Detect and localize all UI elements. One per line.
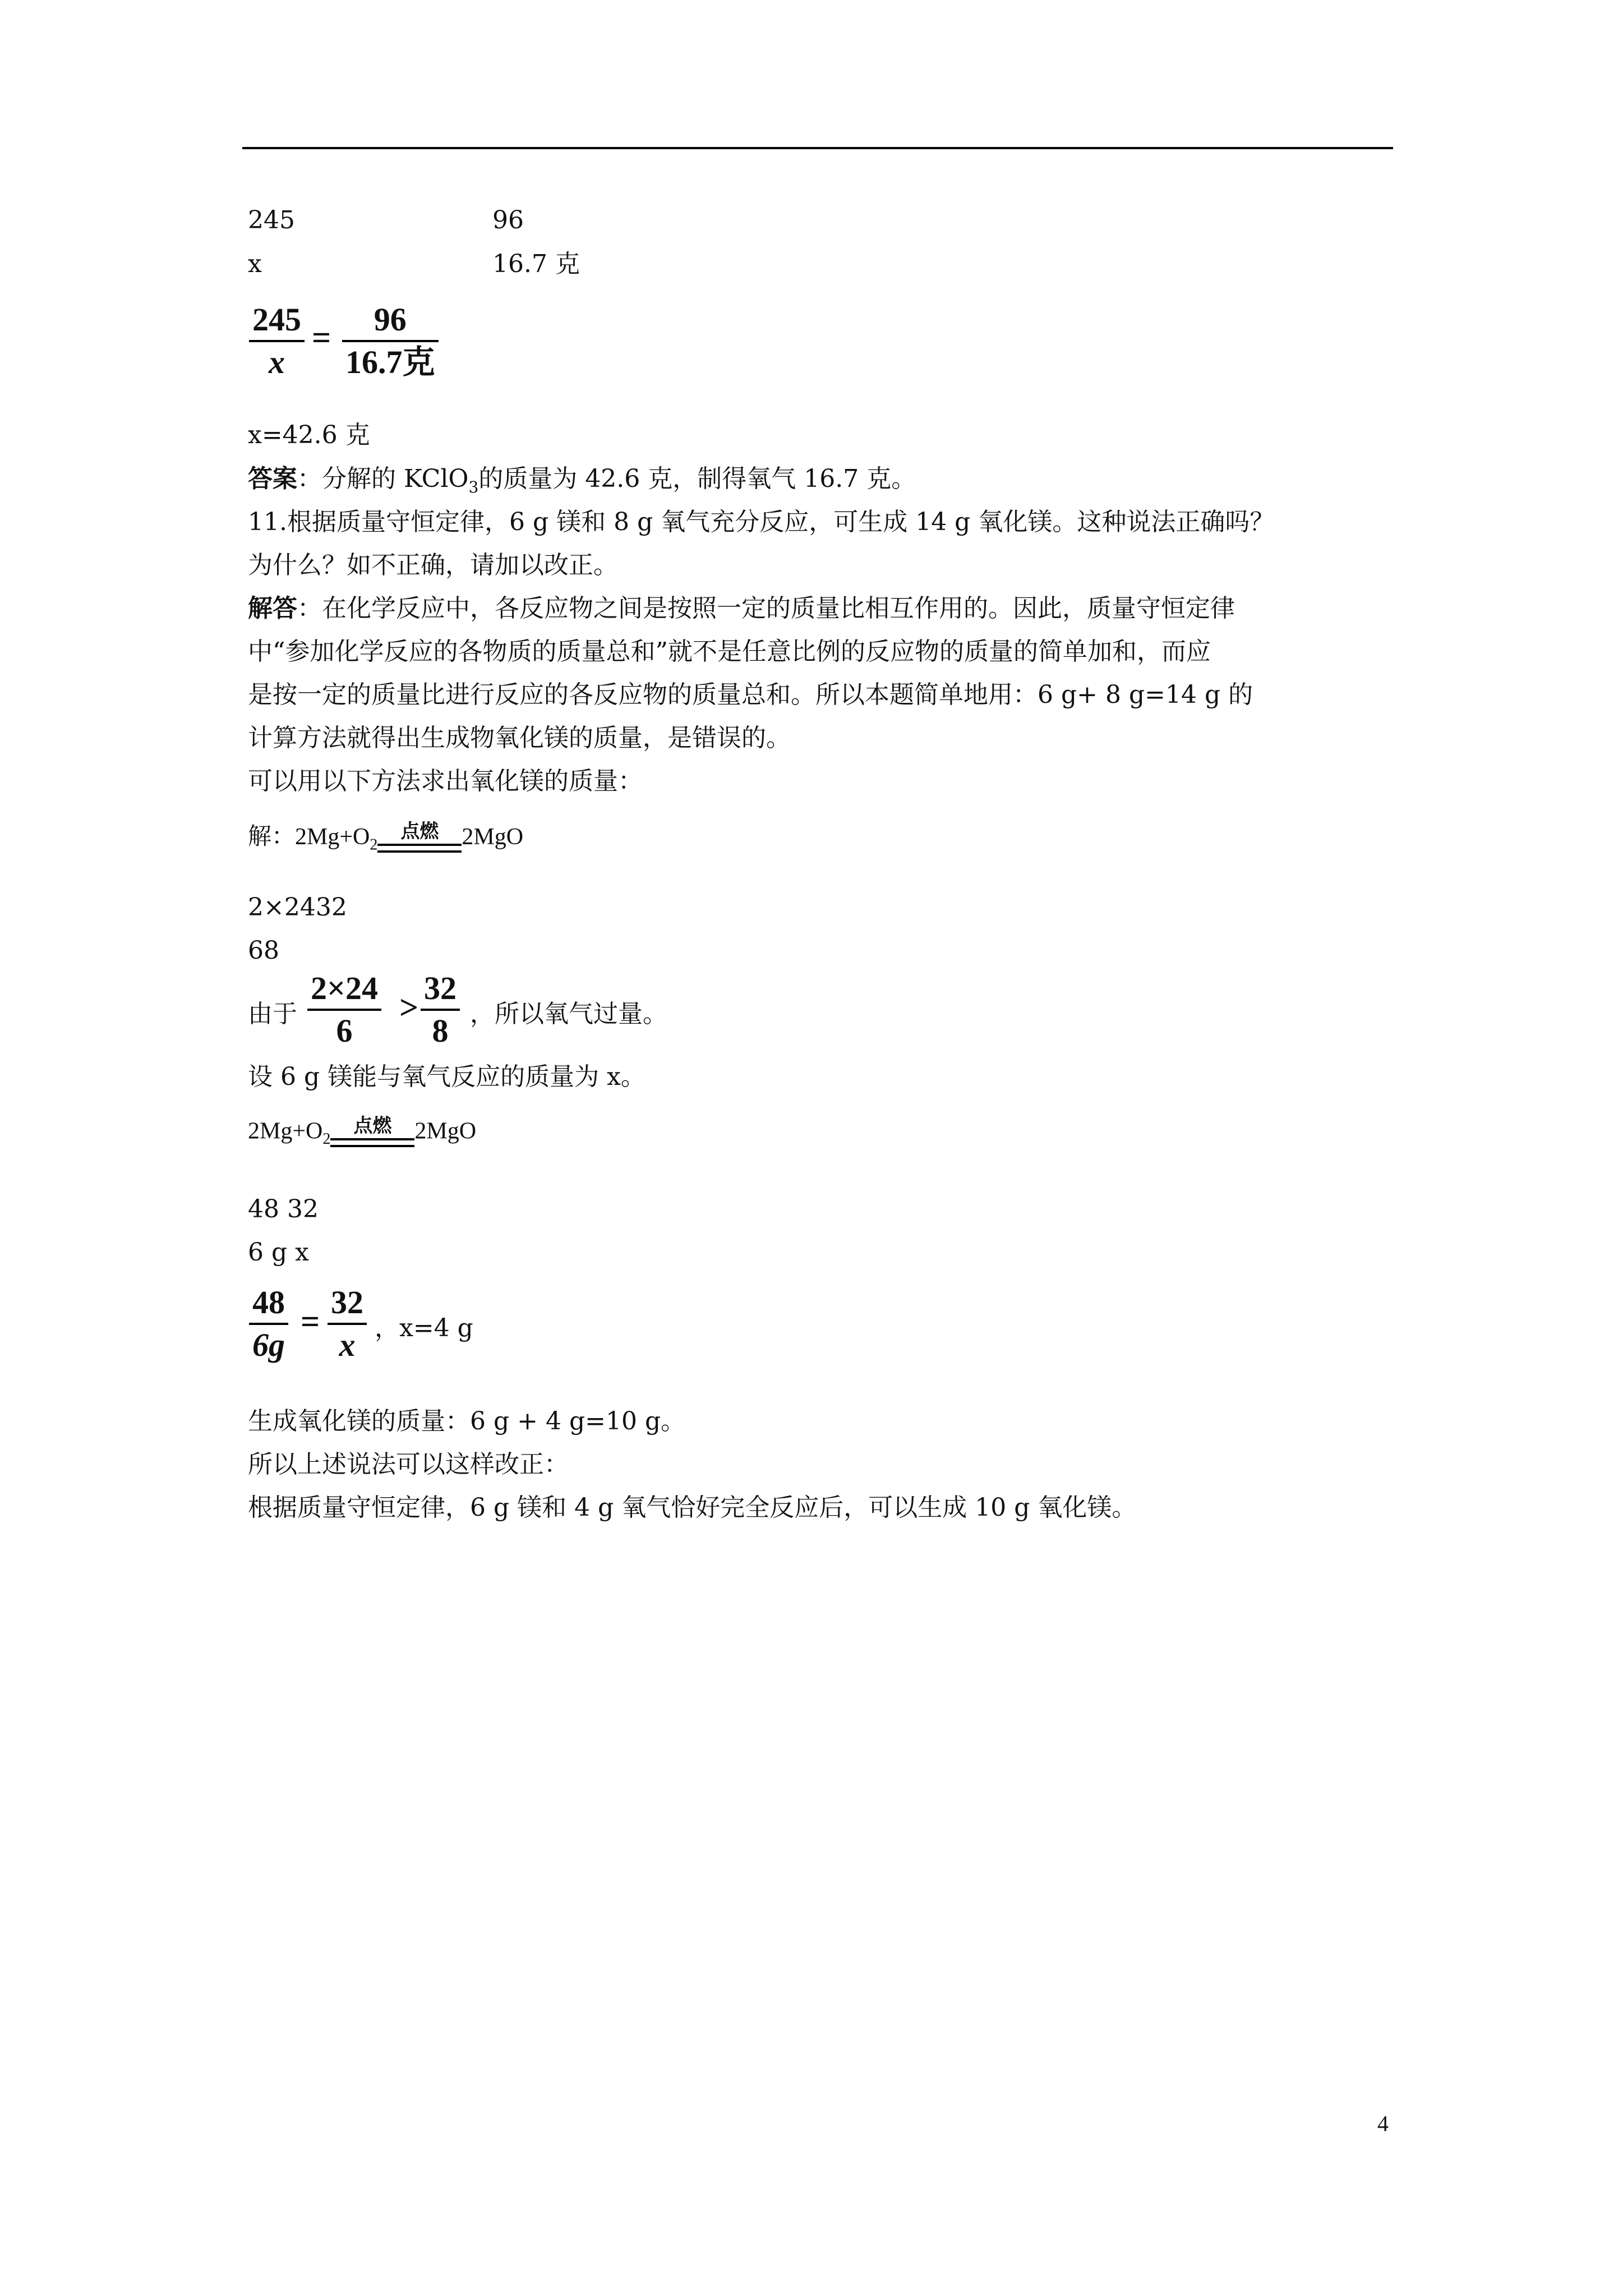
fraction-numerator: 2×24 xyxy=(311,970,379,1006)
eq-subscript: 2 xyxy=(370,836,378,854)
fraction-numerator: 32 xyxy=(424,970,457,1006)
generated-mass-line: 生成氧化镁的质量：6 g + 4 g=10 g。 xyxy=(248,1407,686,1435)
mass-line-1: 2×2432 xyxy=(248,893,347,922)
eq-right: 2MgO xyxy=(414,1118,477,1144)
mass-6g-x: 6 g x xyxy=(248,1238,309,1267)
text-245: 245 xyxy=(248,206,295,234)
fraction-denominator: 6 xyxy=(307,1009,381,1049)
x-equals-4g: ，x=4 g xyxy=(375,1314,473,1342)
fix-text-line: 根据质量守恒定律，6 g 镁和 4 g 氧气恰好完全反应后，可以生成 10 g 氧化镁。 xyxy=(248,1493,1137,1522)
reaction-equation-1 xyxy=(248,818,523,858)
solution-line4: 计算方法就得出生成物氧化镁的质量，是错误的。 xyxy=(248,724,791,752)
fraction-denominator: x xyxy=(328,1323,367,1363)
page-number: 4 xyxy=(1377,2111,1389,2136)
fraction-denominator: x xyxy=(249,340,305,380)
question-11-line1: 11.根据质量守恒定律，6 g 镁和 8 g 氧气充分反应，可生成 14 g 氧化镁。这种说法正确吗？ xyxy=(248,508,1275,536)
eq-left: 2Mg+O xyxy=(295,824,370,850)
eq-right: 2MgO xyxy=(462,824,524,850)
equals-sign: = xyxy=(301,1303,320,1340)
condition-equals xyxy=(330,1114,414,1153)
fraction-96-16-7 xyxy=(342,302,439,380)
fraction-48-6g xyxy=(249,1285,288,1363)
solution-text: ：在化学反应中，各反应物之间是按照一定的质量比相互作用的。因此，质量守恒定律 xyxy=(297,594,1235,623)
solution-line2: 中“参加化学反应的各物质的质量总和”就不是任意比例的反应物的质量的简单加和，而应 xyxy=(248,637,1211,666)
condition-label: 点燃 xyxy=(353,1115,392,1137)
solution-line3: 是按一定的质量比进行反应的各反应物的质量总和。所以本题简单地用：6 g+ 8 g=14 g 的 xyxy=(248,680,1253,709)
fraction-numerator: 245 xyxy=(252,301,301,338)
fraction-denominator: 16.7克 xyxy=(342,340,439,380)
greater-than-sign: > xyxy=(399,989,419,1026)
equals-sign: = xyxy=(312,319,331,356)
condition-label: 点燃 xyxy=(400,820,439,843)
solution-label: 解答 xyxy=(248,594,297,623)
mass-line-2: 68 xyxy=(248,936,279,965)
header-rule xyxy=(242,147,1393,149)
fraction-denominator: 8 xyxy=(421,1009,460,1049)
mass-48-32: 48 32 xyxy=(248,1195,319,1223)
fraction-2x24-6 xyxy=(307,970,381,1049)
fix-intro-line: 所以上述说法可以这样改正： xyxy=(248,1450,569,1479)
fraction-245-x xyxy=(249,302,305,380)
since-prefix: 由于 xyxy=(248,1000,297,1028)
fraction-32-8 xyxy=(421,970,460,1049)
eq-subscript: 2 xyxy=(322,1130,331,1148)
method-line: 可以用以下方法求出氧化镁的质量： xyxy=(248,767,643,795)
answer-subscript: 3 xyxy=(468,477,479,496)
fraction-numerator: 96 xyxy=(374,301,407,338)
fraction-numerator: 32 xyxy=(331,1284,363,1320)
solve-prefix: 解： xyxy=(248,824,296,850)
set-x-line: 设 6 g 镁能与氧气反应的质量为 x。 xyxy=(248,1062,645,1091)
answer-label: 答案 xyxy=(248,464,297,493)
text-x: x xyxy=(248,250,262,278)
answer-text: ：分解的 KClO xyxy=(297,464,469,493)
solution-line1 xyxy=(248,587,1235,630)
text-16-7: 16.7 克 xyxy=(492,250,580,278)
fraction-denominator: 6g xyxy=(249,1323,288,1363)
eq-left: 2Mg+O xyxy=(248,1118,323,1144)
answer-text-post: 的质量为 42.6 克，制得氧气 16.7 克。 xyxy=(478,464,916,493)
fraction-32-x xyxy=(328,1285,367,1363)
since-suffix: ，所以氧气过量。 xyxy=(470,1000,667,1028)
fraction-numerator: 48 xyxy=(252,1284,285,1320)
condition-equals xyxy=(377,819,462,858)
reaction-equation-2 xyxy=(248,1114,476,1153)
text-96: 96 xyxy=(492,206,524,234)
question-11-line2: 为什么？如不正确，请加以改正。 xyxy=(248,551,618,579)
x-value: x=42.6 克 xyxy=(248,421,370,449)
